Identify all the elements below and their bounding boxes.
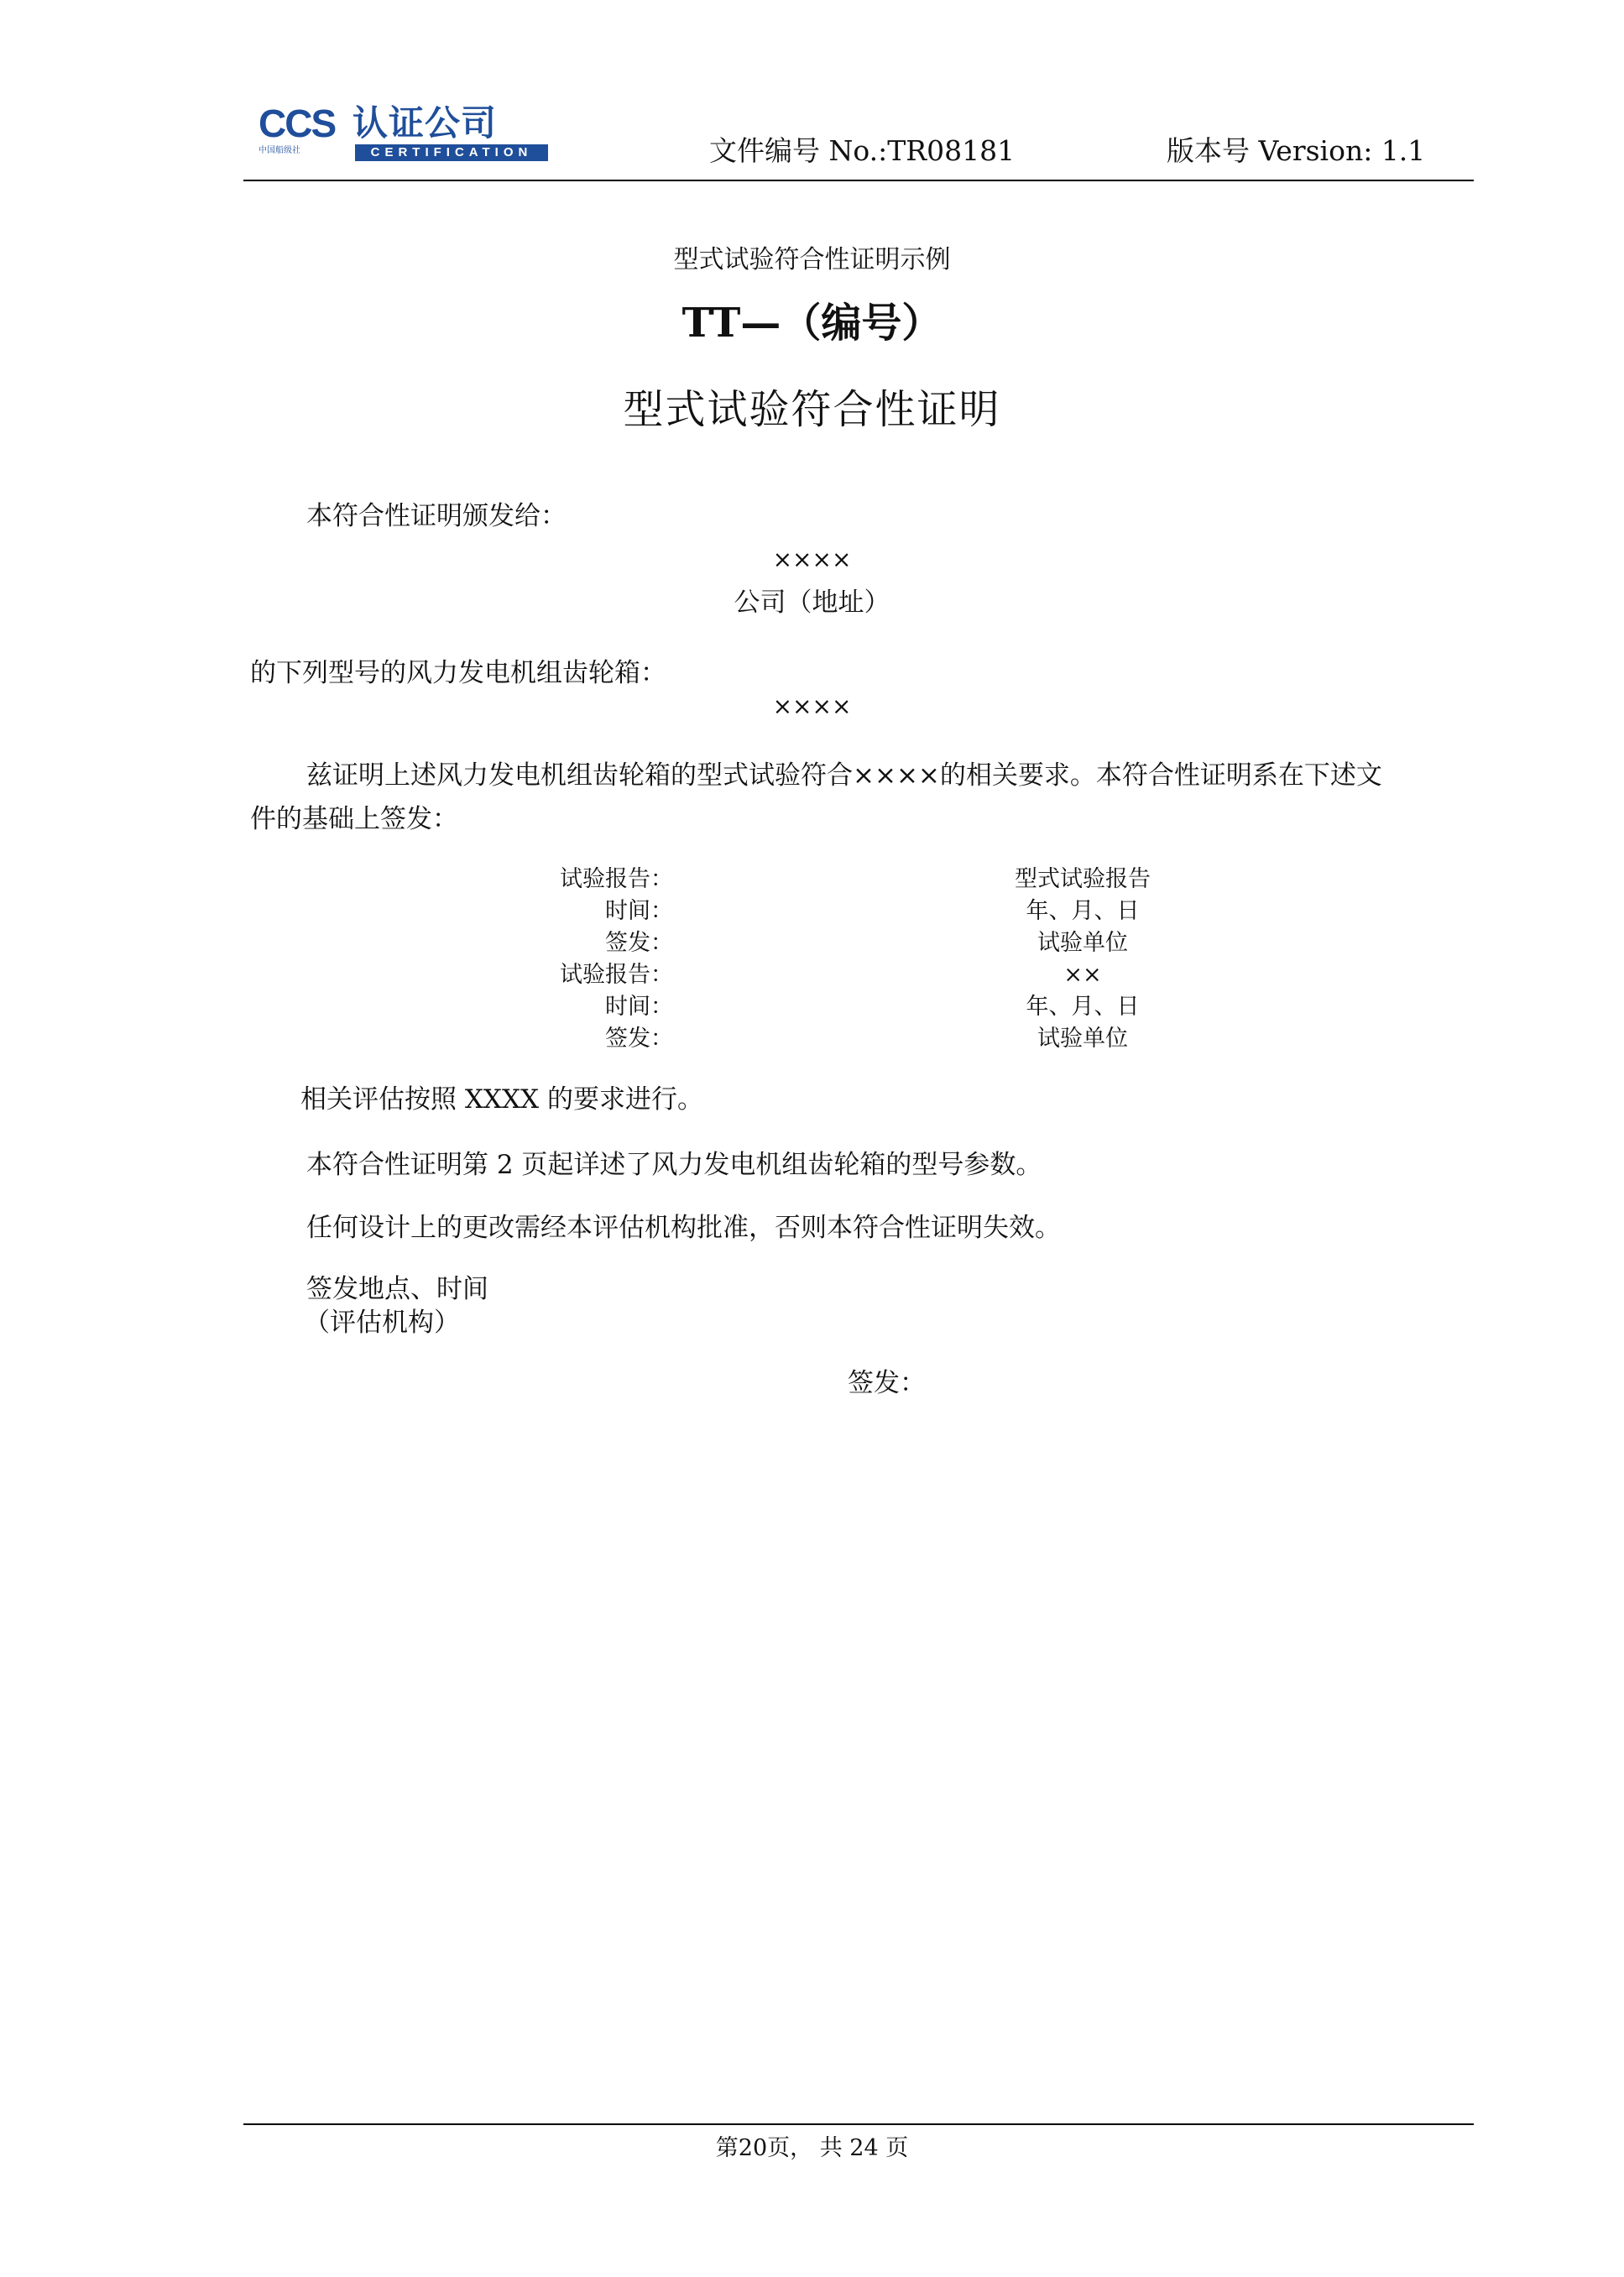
report-label: 试验报告： — [560, 962, 673, 988]
report-value: ×× — [1063, 962, 1102, 988]
ccs-logo — [258, 102, 548, 163]
logo-certification-bar: CERTIFICATION — [355, 144, 548, 161]
report-label: 试验报告： — [560, 866, 673, 892]
report-label: 时间： — [605, 994, 673, 1020]
company-placeholder: ×××× — [772, 546, 852, 573]
issue-place-time: 签发地点、时间 — [306, 1274, 488, 1304]
report-label: 签发： — [605, 930, 673, 956]
certification-paragraph-line-2: 件的基础上签发： — [250, 804, 458, 834]
document-subtitle: 型式试验符合性证明示例 — [673, 245, 951, 274]
document-number: 文件编号 No.:TR08181 — [709, 134, 1016, 167]
signature-label: 签发： — [848, 1368, 926, 1398]
evaluation-basis-line: 相关评估按照 XXXX 的要求进行。 — [300, 1084, 703, 1115]
gearbox-intro-line: 的下列型号的风力发电机组齿轮箱： — [250, 658, 666, 688]
report-label: 签发： — [605, 1026, 673, 1052]
report-value: 年、月、日 — [1026, 898, 1140, 924]
certificate-number-title: TT—（编号） — [681, 300, 943, 347]
certificate-main-title: 型式试验符合性证明 — [623, 386, 1001, 433]
logo-ccs-text: CCS — [258, 102, 336, 145]
gearbox-placeholder: ×××× — [772, 692, 852, 720]
footer-divider — [243, 2123, 1474, 2125]
change-note-line: 任何设计上的更改需经本评估机构批准，否则本符合性证明失效。 — [306, 1213, 1061, 1243]
report-value: 年、月、日 — [1026, 994, 1140, 1020]
issued-to-line: 本符合性证明颁发给： — [306, 501, 567, 531]
report-value: 型式试验报告 — [1015, 866, 1151, 892]
version-number: 版本号 Version: 1.1 — [1167, 134, 1426, 167]
report-value: 试验单位 — [1037, 930, 1128, 956]
parameters-note-line: 本符合性证明第 2 页起详述了风力发电机组齿轮箱的型号参数。 — [306, 1150, 1042, 1180]
logo-company-name: 认证公司 — [352, 102, 498, 144]
logo-subtext: 中国船级社 — [258, 146, 300, 155]
report-value: 试验单位 — [1037, 1026, 1128, 1052]
header-divider — [243, 180, 1474, 181]
certification-paragraph-line-1: 兹证明上述风力发电机组齿轮箱的型式试验符合××××的相关要求。本符合性证明系在下述文 — [306, 760, 1382, 791]
company-address: 公司（地址） — [734, 588, 890, 618]
evaluation-agency: （评估机构） — [304, 1308, 460, 1338]
page-number: 第20页， 共 24 页 — [715, 2135, 909, 2161]
report-label: 时间： — [605, 898, 673, 924]
